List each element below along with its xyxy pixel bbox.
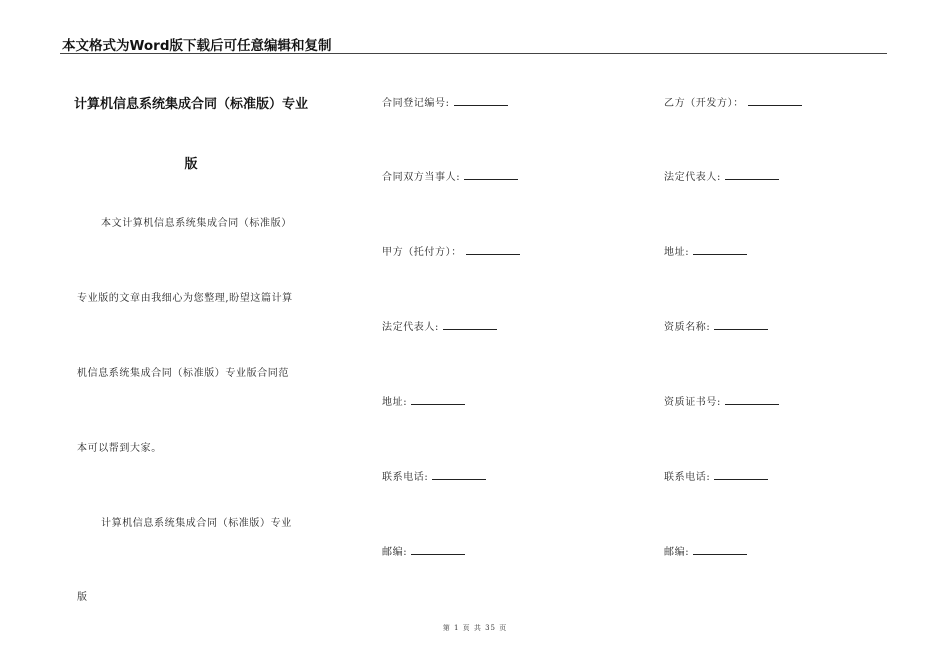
page-number-footer: 第 1 页 共 35 页 [442, 624, 508, 632]
party-a-address-field [382, 393, 465, 408]
party-b-legal-representative-field [664, 168, 779, 183]
field-label: 地址: [382, 397, 408, 408]
field-label: 甲方（托付方）： [382, 247, 462, 258]
fill-in-blank[interactable] [466, 244, 520, 255]
header-divider [60, 53, 887, 54]
fill-in-blank[interactable] [432, 469, 486, 480]
fill-in-blank[interactable] [411, 394, 465, 405]
field-label: 合同登记编号: [382, 98, 450, 109]
field-label: 地址: [664, 247, 690, 258]
contract-registration-number-field [382, 94, 508, 109]
fill-in-blank[interactable] [714, 469, 768, 480]
field-label: 乙方（开发方）： [664, 98, 744, 109]
qualification-certificate-number-field [664, 393, 779, 408]
body-paragraph-line: 计算机信息系统集成合同（标准版）专业 [101, 518, 292, 529]
field-label: 联系电话: [664, 472, 711, 483]
fill-in-blank[interactable] [411, 544, 465, 555]
party-a-legal-representative-field [382, 318, 497, 333]
field-label: 邮编: [664, 547, 690, 558]
body-paragraph-line: 本可以帮到大家。 [77, 443, 162, 454]
party-a-postcode-field [382, 543, 465, 558]
fill-in-blank[interactable] [464, 169, 518, 180]
party-b-address-field [664, 243, 747, 258]
field-label: 邮编: [382, 547, 408, 558]
fill-in-blank[interactable] [443, 319, 497, 330]
fill-in-blank[interactable] [454, 95, 508, 106]
field-label: 法定代表人: [664, 172, 721, 183]
page-header-title: 本文格式为Word版下载后可任意编辑和复制 [62, 38, 332, 54]
qualification-name-field [664, 318, 768, 333]
fill-in-blank[interactable] [725, 169, 779, 180]
fill-in-blank[interactable] [693, 244, 747, 255]
body-paragraph-line: 专业版的文章由我细心为您整理,盼望这篇计算 [77, 293, 293, 304]
document-title-line-2: 版 [184, 157, 198, 172]
fill-in-blank[interactable] [693, 544, 747, 555]
body-paragraph-line: 本文计算机信息系统集成合同（标准版） [101, 218, 292, 229]
party-a-field [382, 243, 520, 258]
party-b-phone-field [664, 468, 768, 483]
field-label: 法定代表人: [382, 322, 439, 333]
field-label: 合同双方当事人: [382, 172, 461, 183]
party-b-field [664, 94, 802, 109]
field-label: 资质证书号: [664, 397, 721, 408]
fill-in-blank[interactable] [725, 394, 779, 405]
fill-in-blank[interactable] [714, 319, 768, 330]
fill-in-blank[interactable] [748, 95, 802, 106]
body-paragraph-line: 机信息系统集成合同（标准版）专业版合同范 [77, 368, 289, 379]
field-label: 联系电话: [382, 472, 429, 483]
party-a-phone-field [382, 468, 486, 483]
contract-parties-field [382, 168, 518, 183]
document-title-line-1: 计算机信息系统集成合同（标准版）专业 [73, 97, 308, 112]
party-b-postcode-field [664, 543, 747, 558]
field-label: 资质名称: [664, 322, 711, 333]
body-paragraph-line: 版 [77, 592, 88, 603]
